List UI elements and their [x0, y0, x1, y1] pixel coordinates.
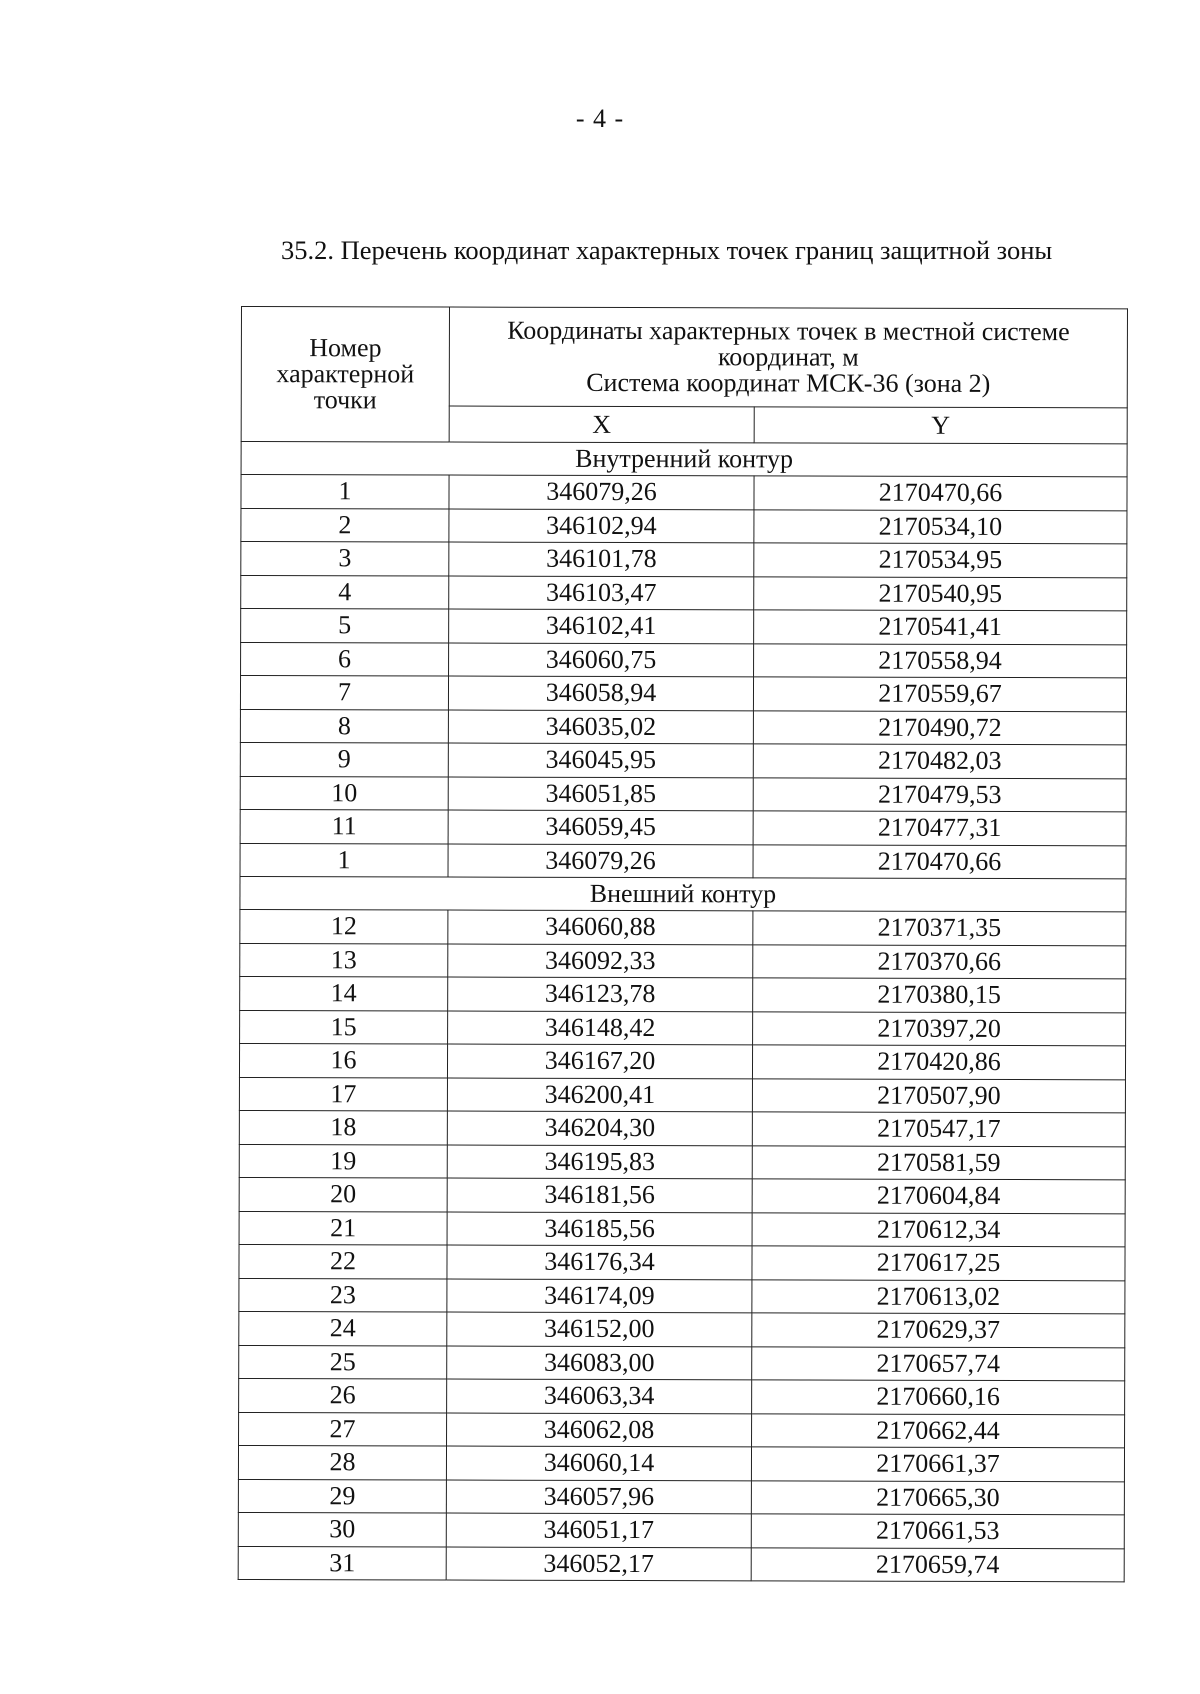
table-row: [241, 508, 1127, 544]
table-row: [241, 542, 1127, 578]
point-number-cell: 1: [241, 475, 449, 509]
table-row: [240, 976, 1126, 1012]
x-coordinate-cell: 346051,85: [448, 777, 753, 811]
x-coordinate-cell: 346148,42: [448, 1011, 753, 1045]
y-coordinate-cell: 2170371,35: [753, 911, 1126, 945]
y-coordinate-cell: 2170482,03: [753, 744, 1126, 778]
point-number-cell: 26: [239, 1378, 447, 1412]
contour-header-row: [240, 876, 1126, 911]
table-row: [241, 475, 1127, 511]
y-coordinate-cell: 2170397,20: [753, 1011, 1126, 1045]
x-coordinate-cell: 346060,14: [446, 1446, 751, 1480]
x-coordinate-cell: 346062,08: [447, 1413, 752, 1447]
contour-title: Внутренний контур: [241, 442, 1127, 477]
y-coordinate-cell: 2170581,59: [752, 1145, 1125, 1179]
contour-header-row: [241, 442, 1127, 477]
table-row: [239, 1345, 1125, 1381]
y-coordinate-cell: 2170657,74: [752, 1346, 1125, 1380]
point-number-cell: 25: [239, 1345, 447, 1379]
table-row: [240, 843, 1126, 879]
table-row: [241, 609, 1127, 645]
table-row: [238, 1546, 1124, 1582]
coordinates-header-line: Координаты характерных точек в местной системе: [507, 315, 1070, 347]
x-coordinate-cell: 346181,56: [447, 1178, 752, 1212]
y-coordinate-cell: 2170661,37: [751, 1447, 1124, 1481]
coordinates-header: [449, 307, 1127, 408]
table-row: [241, 575, 1127, 611]
x-coordinate-cell: 346176,34: [447, 1245, 752, 1279]
x-coordinate-cell: 346092,33: [448, 944, 753, 978]
point-number-header-line: характерной: [276, 359, 415, 389]
y-coordinate-cell: 2170612,34: [752, 1212, 1125, 1246]
table-row: [239, 1412, 1125, 1448]
point-number-cell: 29: [238, 1479, 446, 1513]
table-row: [240, 943, 1126, 979]
table-row: [240, 676, 1126, 712]
y-coordinate-cell: 2170629,37: [752, 1313, 1125, 1347]
x-coordinate-cell: 346045,95: [448, 743, 753, 777]
y-coordinate-cell: 2170659,74: [751, 1547, 1124, 1581]
table-row: [239, 1177, 1125, 1213]
point-number-cell: 7: [240, 676, 448, 710]
point-number-cell: 13: [240, 943, 448, 977]
point-number-cell: 19: [239, 1144, 447, 1178]
y-coordinate-cell: 2170490,72: [753, 710, 1126, 744]
y-coordinate-cell: 2170370,66: [753, 944, 1126, 978]
point-number-cell: 9: [240, 742, 448, 776]
point-number-header-line: точки: [313, 385, 377, 415]
table-row: [240, 909, 1126, 945]
table-row: [240, 1010, 1126, 1046]
point-number-cell: 20: [239, 1177, 447, 1211]
x-coordinate-cell: 346079,26: [448, 844, 753, 878]
x-axis-header: X: [449, 406, 754, 443]
point-number-cell: 23: [239, 1278, 447, 1312]
point-number-cell: 3: [241, 542, 449, 576]
point-number-cell: 30: [238, 1512, 446, 1546]
point-number-cell: 22: [239, 1244, 447, 1278]
point-number-cell: 16: [239, 1043, 447, 1077]
y-coordinate-cell: 2170380,15: [753, 978, 1126, 1012]
x-coordinate-cell: 346102,41: [449, 609, 754, 643]
table-row: [239, 1043, 1125, 1079]
table-row: [239, 1211, 1125, 1247]
contour-title: Внешний контур: [240, 876, 1126, 911]
coordinates-table: [238, 306, 1128, 1582]
point-number-cell: 6: [241, 642, 449, 676]
y-coordinate-cell: 2170604,84: [752, 1179, 1125, 1213]
point-number-cell: 31: [238, 1546, 446, 1580]
point-number-cell: 21: [239, 1211, 447, 1245]
table-row: [239, 1077, 1125, 1113]
point-number-cell: 2: [241, 508, 449, 542]
point-number-cell: 5: [241, 609, 449, 643]
table-row: [238, 1512, 1124, 1548]
point-number-cell: 18: [239, 1110, 447, 1144]
x-coordinate-cell: 346063,34: [447, 1379, 752, 1413]
x-coordinate-cell: 346057,96: [446, 1480, 751, 1514]
table-row: [239, 1378, 1125, 1414]
table-row: [239, 1110, 1125, 1146]
x-coordinate-cell: 346174,09: [447, 1279, 752, 1313]
y-coordinate-cell: 2170558,94: [754, 643, 1127, 677]
x-coordinate-cell: 346185,56: [447, 1212, 752, 1246]
point-number-cell: 10: [240, 776, 448, 810]
y-coordinate-cell: 2170541,41: [754, 610, 1127, 644]
point-number-cell: 27: [239, 1412, 447, 1446]
y-coordinate-cell: 2170540,95: [754, 576, 1127, 610]
y-coordinate-cell: 2170470,66: [753, 844, 1126, 878]
x-coordinate-cell: 346083,00: [447, 1346, 752, 1380]
x-coordinate-cell: 346101,78: [449, 542, 754, 576]
point-number-cell: 28: [238, 1445, 446, 1479]
page-number: - 4 -: [575, 104, 625, 133]
y-coordinate-cell: 2170477,31: [753, 811, 1126, 845]
x-coordinate-cell: 346079,26: [449, 475, 754, 509]
x-coordinate-cell: 346102,94: [449, 509, 754, 543]
y-coordinate-cell: 2170470,66: [754, 476, 1127, 510]
point-number-cell: 8: [240, 709, 448, 743]
point-number-header: [241, 307, 449, 443]
x-coordinate-cell: 346103,47: [449, 576, 754, 610]
y-coordinate-cell: 2170662,44: [752, 1413, 1125, 1447]
y-coordinate-cell: 2170660,16: [752, 1380, 1125, 1414]
y-coordinate-cell: 2170534,95: [754, 543, 1127, 577]
table-row: [239, 1144, 1125, 1180]
point-number-cell: 24: [239, 1311, 447, 1345]
table-row: [241, 642, 1127, 678]
table-row: [239, 1311, 1125, 1347]
x-coordinate-cell: 346204,30: [447, 1111, 752, 1145]
point-number-cell: 17: [239, 1077, 447, 1111]
x-coordinate-cell: 346059,45: [448, 810, 753, 844]
x-coordinate-cell: 346051,17: [446, 1513, 751, 1547]
table-row: [240, 742, 1126, 778]
x-coordinate-cell: 346123,78: [448, 977, 753, 1011]
table-row: [239, 1278, 1125, 1314]
y-coordinate-cell: 2170665,30: [751, 1480, 1124, 1514]
point-number-cell: 11: [240, 809, 448, 843]
x-coordinate-cell: 346052,17: [446, 1547, 751, 1581]
y-coordinate-cell: 2170617,25: [752, 1246, 1125, 1280]
y-coordinate-cell: 2170420,86: [752, 1045, 1125, 1079]
y-axis-header: Y: [754, 407, 1127, 444]
point-number-header-line: Номер: [309, 333, 382, 363]
point-number-cell: 15: [240, 1010, 448, 1044]
section-title: 35.2. Перечень координат характерных точек границ защитной зоны: [281, 235, 1053, 265]
point-number-cell: 4: [241, 575, 449, 609]
x-coordinate-cell: 346058,94: [448, 676, 753, 710]
table-row: [240, 709, 1126, 745]
point-number-cell: 12: [240, 909, 448, 943]
x-coordinate-cell: 346200,41: [447, 1078, 752, 1112]
y-coordinate-cell: 2170559,67: [753, 677, 1126, 711]
y-coordinate-cell: 2170534,10: [754, 509, 1127, 543]
point-number-cell: 14: [240, 976, 448, 1010]
coordinates-header-line: Система координат МСК-36 (зона 2): [586, 367, 991, 399]
table-row: [240, 776, 1126, 812]
table-row: [238, 1445, 1124, 1481]
point-number-cell: 1: [240, 843, 448, 877]
table-row: [239, 1244, 1125, 1280]
y-coordinate-cell: 2170613,02: [752, 1279, 1125, 1313]
table-row: [238, 1479, 1124, 1515]
coordinates-header-line: координат, м: [717, 342, 859, 372]
x-coordinate-cell: 346035,02: [448, 710, 753, 744]
x-coordinate-cell: 346060,88: [448, 910, 753, 944]
x-coordinate-cell: 346060,75: [449, 643, 754, 677]
y-coordinate-cell: 2170661,53: [751, 1514, 1124, 1548]
x-coordinate-cell: 346167,20: [447, 1044, 752, 1078]
y-coordinate-cell: 2170547,17: [752, 1112, 1125, 1146]
table-row: [240, 809, 1126, 845]
y-coordinate-cell: 2170507,90: [752, 1078, 1125, 1112]
x-coordinate-cell: 346152,00: [447, 1312, 752, 1346]
x-coordinate-cell: 346195,83: [447, 1145, 752, 1179]
table-body: [238, 442, 1127, 1582]
y-coordinate-cell: 2170479,53: [753, 777, 1126, 811]
